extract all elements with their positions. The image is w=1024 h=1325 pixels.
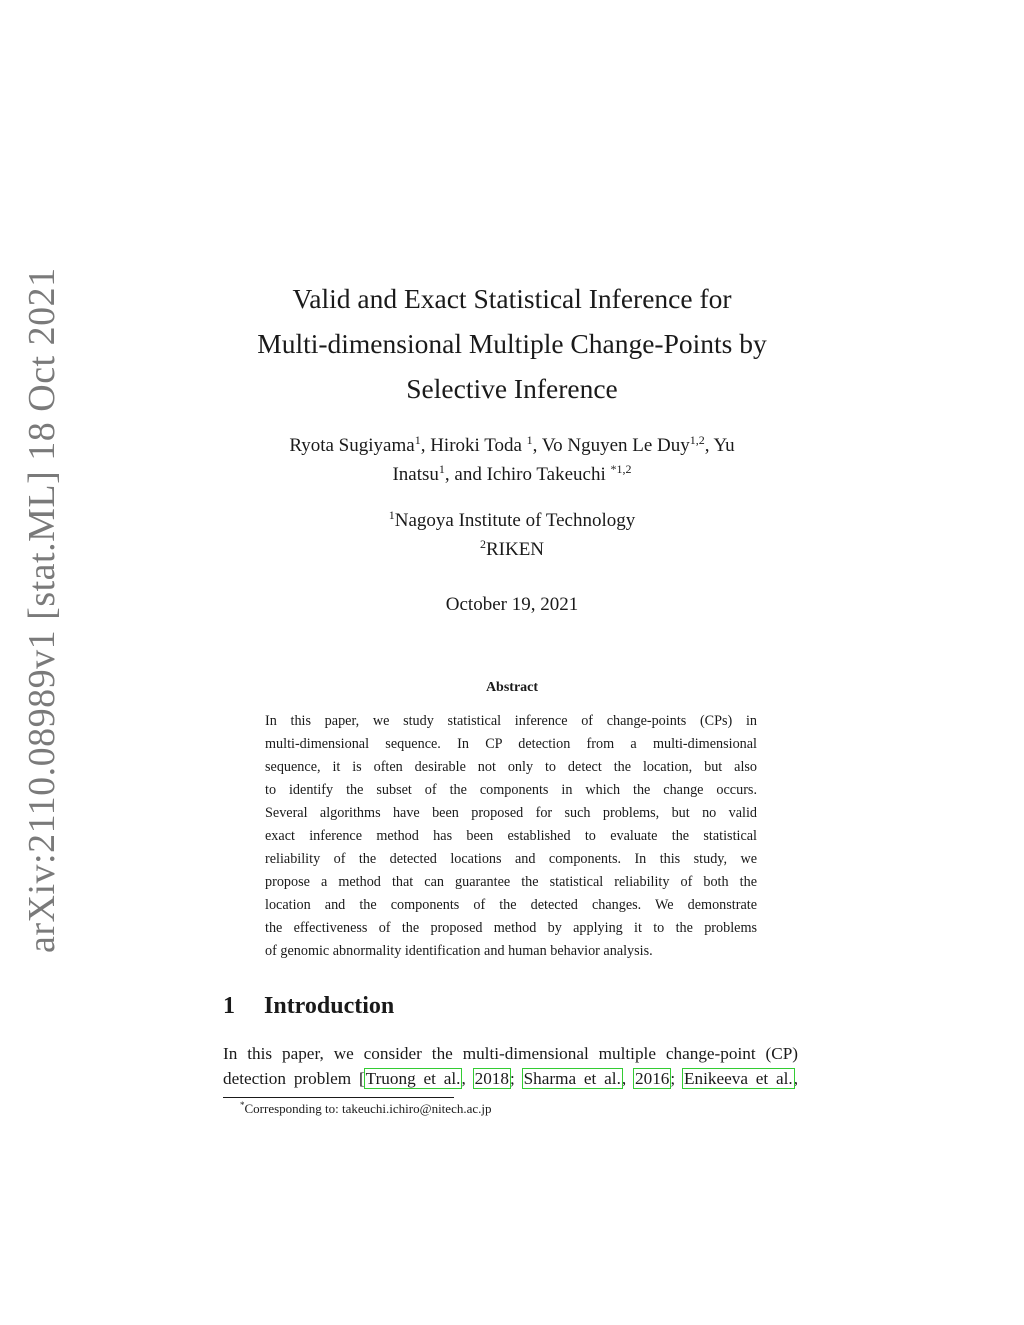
abstract-line: multi-dimensional sequence. In CP detection from a multi-dimensional [265,736,757,752]
abstract-line: the effectiveness of the proposed method by applying it to the problems [265,920,757,936]
intro-text: ; [509,1069,523,1088]
intro-text: , [793,1069,799,1088]
abstract-line: to identify the subset of the components in which the change occurs. [265,782,757,798]
citation-link-sharma[interactable]: Sharma et al. [523,1069,621,1088]
footnote [240,1101,492,1117]
author-affiliation-mark: 1 [414,433,421,447]
citation-link-truong[interactable]: Truong et al. [365,1069,461,1088]
intro-line-1: In this paper, we consider the multi-dimensional multiple change-point (CP) [223,1044,798,1063]
affiliation-2 [200,535,824,564]
section-title: Introduction [264,993,395,1019]
abstract-line: In this paper, we study statistical inference of change-points (CPs) in [265,713,757,729]
section-number: 1 [223,993,235,1019]
citation-link-truong-year[interactable]: 2018 [474,1069,509,1088]
intro-text: ; [670,1069,684,1088]
title-line-3: Selective Inference [406,373,618,404]
intro-text: detection problem [ [223,1069,365,1088]
author-name: , Yu [704,435,735,456]
author-name: Ryota Sugiyama [289,435,415,456]
author-name: , Vo Nguyen Le Duy [532,435,690,456]
abstract-body [265,710,757,963]
footnote-text: Corresponding to: takeuchi.ichiro@nitech.ac.jp [244,1101,492,1116]
affiliation-mark: 1 [388,508,395,522]
author-affiliation-mark: 1 [438,462,445,476]
abstract-line: reliability of the detected locations and components. In this study, we [265,851,757,867]
author-name: Inatsu [392,464,439,485]
intro-text: , [461,1069,474,1088]
abstract-line: propose a method that can guarantee the statistical reliability of both the [265,874,757,890]
section-heading-introduction [223,993,394,1020]
author-affiliation-mark: *1,2 [610,462,632,476]
footnote-divider [223,1097,454,1098]
title-line-1: Valid and Exact Statistical Inference for [292,283,732,314]
abstract-line: Several algorithms have been proposed for such problems, but no valid [265,805,757,821]
abstract-line: of genomic abnormality identification and human behavior analysis. [265,943,653,959]
affiliation-name: Nagoya Institute of Technology [394,510,636,531]
affiliations [200,506,824,564]
intro-line-2 [223,1066,798,1091]
footnote-mark: * [240,1100,245,1110]
affiliation-name: RIKEN [485,539,545,560]
author-list [200,431,824,489]
abstract-heading: Abstract [485,680,539,695]
affiliation-1 [200,506,824,535]
author-line-2 [200,460,824,489]
author-name: , and Ichiro Takeuchi [444,464,611,485]
author-affiliation-mark: 1,2 [689,433,705,447]
intro-paragraph [223,1041,798,1091]
author-line-1 [200,431,824,460]
arxiv-identifier: arXiv:2110.08989v1 [stat.ML] 18 Oct 2021 [21,267,63,953]
publication-date: October 19, 2021 [445,594,579,615]
affiliation-mark: 2 [479,537,486,551]
title-line-2: Multi-dimensional Multiple Change-Points by [257,328,767,359]
abstract-line: location and the components of the detected changes. We demonstrate [265,897,757,913]
author-name: , Hiroki Toda [420,435,527,456]
author-affiliation-mark: 1 [526,433,533,447]
abstract-line: exact inference method has been established to evaluate the statistical [265,828,757,844]
abstract-line: sequence, it is often desirable not only to detect the location, but also [265,759,757,775]
paper-title [200,276,824,411]
citation-link-sharma-year[interactable]: 2016 [635,1069,670,1088]
citation-link-enikeeva[interactable]: Enikeeva et al. [684,1069,793,1088]
intro-text: , [621,1069,635,1088]
